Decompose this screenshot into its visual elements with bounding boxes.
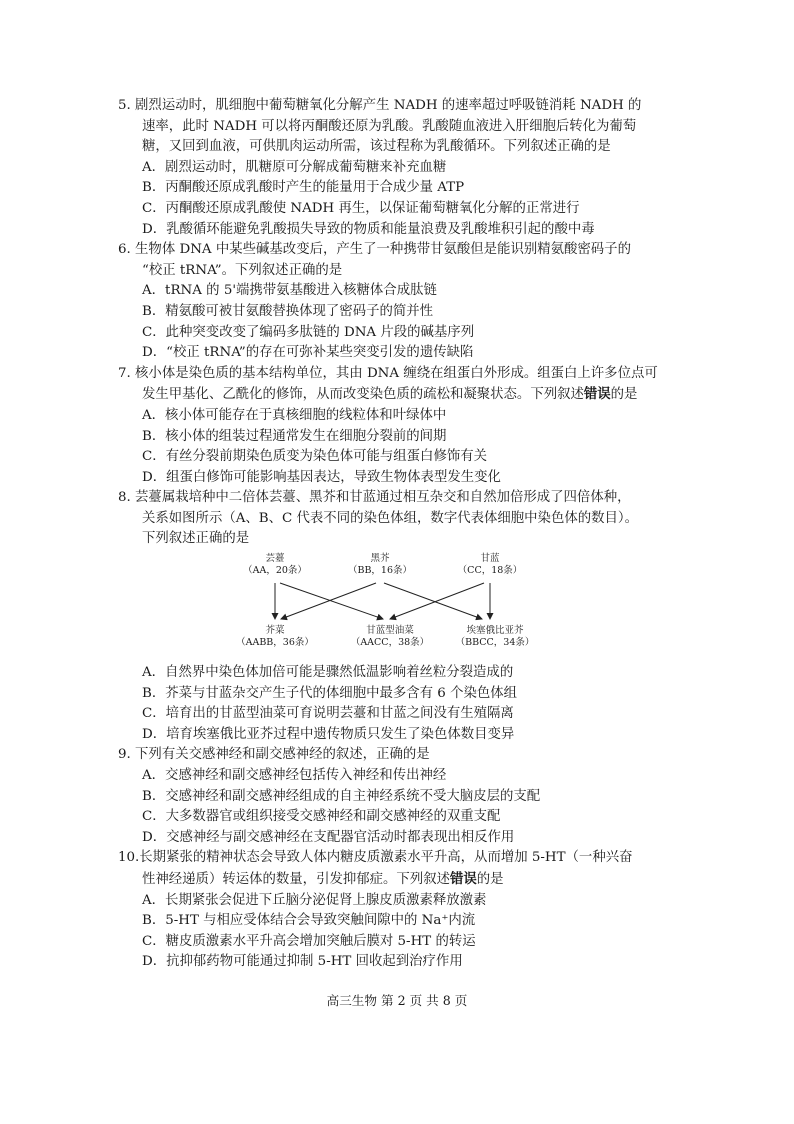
node-detail: （CC，18条）	[457, 565, 523, 577]
option-d: D．乳酸循环能避免乳酸损失导致的物质和能量浪费及乳酸堆积引起的酸中毒	[142, 221, 595, 237]
page-footer: 高三生物 第 2 页 共 8 页	[326, 993, 468, 1008]
option-d: D．组蛋白修饰可能影响基因表达，导致生物体表型发生变化	[142, 469, 501, 485]
node-ganlan	[450, 553, 530, 577]
node-name: 埃塞俄比亚芥	[466, 625, 524, 637]
question-number: 9.	[118, 747, 131, 763]
node-detail: （BBCC，34条）	[455, 637, 535, 649]
stem-text: 的是	[476, 872, 504, 887]
option-b: B．5-HT 与相应受体结合会导致突触间隙中的 Na⁺内流	[142, 913, 476, 929]
option-d: D．抗抑郁药物可能通过抑制 5-HT 回收起到治疗作用	[142, 954, 463, 970]
option-d: D．交感神经与副交感神经在支配器官活动时都表现出相反作用	[142, 829, 515, 845]
option-a: A．交感神经和副交感神经包括传入神经和传出神经	[142, 768, 447, 784]
brassica-relationship-diagram	[118, 553, 678, 655]
option-c: C．培育出的甘蓝型油菜可育说明芸薹和甘蓝之间没有生殖隔离	[142, 706, 514, 722]
question-5	[118, 96, 678, 240]
option-b: B．丙酮酸还原成乳酸时产生的能量用于合成少量 ATP	[142, 180, 465, 196]
node-name: 黑芥	[370, 553, 390, 565]
question-stem-line: 下列叙述正确的是	[142, 531, 250, 547]
node-detail: （AA，20条）	[243, 565, 307, 577]
question-stem-line: 核小体是染色质的基本结构单位，其由 DNA 缠绕在组蛋白外形成。组蛋白上许多位点可	[135, 365, 658, 381]
question-number: 7.	[118, 365, 131, 381]
node-name: 甘蓝型油菜	[366, 625, 414, 637]
node-name: 芥菜	[265, 625, 285, 637]
option-d: D．培育埃塞俄比亚芥过程中遗传物质只发生了染色体数目变异	[142, 726, 515, 742]
node-detail: （AACC，38条）	[350, 637, 430, 649]
question-stem-line: 速率，此时 NADH 可以将丙酮酸还原为乳酸。乳酸随血液进入肝细胞后转化为葡萄	[142, 118, 637, 134]
question-stem-line: 下列有关交感神经和副交感神经的叙述，正确的是	[135, 747, 430, 763]
option-b: B．交感神经和副交感神经组成的自主神经系统不受大脑皮层的支配	[142, 788, 541, 804]
option-a: A．tRNA 的 5'端携带氨基酸进入核糖体合成肽链	[142, 283, 437, 299]
option-a: A．剧烈运动时，肌糖原可分解成葡萄糖来补充血糖	[142, 159, 447, 175]
option-c: C．有丝分裂前期染色质变为染色体可能与组蛋白修饰有关	[142, 449, 488, 465]
node-ganlanxing-youcai	[340, 625, 440, 649]
emphasis-wrong: 错误	[449, 871, 477, 887]
question-number: 6.	[118, 242, 131, 258]
option-a: A．自然界中染色体加倍可能是骤然低温影响着丝粒分裂造成的	[142, 665, 514, 681]
node-detail: （AABB，36条）	[236, 637, 314, 649]
option-c: C．糖皮质激素水平升高会增加突触后膜对 5-HT 的转运	[142, 933, 476, 949]
question-8	[118, 488, 678, 745]
node-yuntai	[235, 553, 315, 577]
question-10	[118, 848, 678, 973]
option-b: B．芥菜与甘蓝杂交产生子代的体细胞中最多含有 6 个染色体组	[142, 685, 518, 701]
question-number: 8.	[118, 490, 131, 506]
stem-text: 发生甲基化、乙酰化的修饰，从而改变染色质的疏松和凝聚状态。下列叙述	[142, 387, 584, 403]
stem-text: 的是	[610, 387, 638, 403]
option-b: B．核小体的组装过程通常发生在细胞分裂前的间期	[142, 428, 447, 444]
question-stem-line	[118, 384, 678, 406]
question-stem-line	[118, 869, 678, 891]
question-number: 10.	[118, 850, 140, 866]
stem-text: 性神经递质）转运体的数量，引发抑郁症。下列叙述	[142, 872, 450, 887]
option-a: A．长期紧张会促进下丘脑分泌促肾上腺皮质激素释放激素	[142, 892, 487, 908]
arrow-heijie-to-aisai	[384, 583, 482, 619]
node-name: 芸薹	[265, 553, 285, 565]
question-stem-line: 剧烈运动时，肌细胞中葡萄糖氧化分解产生 NADH 的速率超过呼吸链消耗 NADH 的	[135, 98, 642, 113]
option-c: C．丙酮酸还原成乳酸使 NADH 再生，以保证葡萄糖氧化分解的正常进行	[142, 200, 580, 216]
node-jiecai	[230, 625, 320, 649]
option-d: D．“校正 tRNA”的存在可弥补某些突变引发的遗传缺陷	[142, 345, 474, 361]
question-stem-line: “校正 tRNA”。下列叙述正确的是	[142, 262, 343, 278]
question-stem-line: 长期紧张的精神状态会导致人体内糖皮质激素水平升高，从而增加 5-HT（一种兴奋	[139, 850, 633, 866]
question-stem-line: 关系如图所示（A、B、C 代表不同的染色体组，数字代表体细胞中染色体的数目）。	[142, 510, 638, 526]
option-a: A．核小体可能存在于真核细胞的线粒体和叶绿体中	[142, 407, 447, 423]
question-6	[118, 240, 678, 364]
arrow-ganlan-to-youcai	[390, 583, 484, 619]
option-c: C．此种突变改变了编码多肽链的 DNA 片段的碱基序列	[142, 324, 475, 340]
question-stem-line: 生物体 DNA 中某些碱基改变后，产生了一种携带甘氨酸但是能识别精氨酸密码子的	[135, 242, 631, 258]
node-heijie	[340, 553, 420, 577]
question-9	[118, 745, 678, 848]
option-b: B．精氨酸可被甘氨酸替换体现了密码子的简并性	[142, 303, 434, 319]
question-number: 5.	[118, 98, 131, 113]
exam-page-content	[118, 96, 678, 973]
question-7	[118, 364, 678, 489]
node-aisai-ebiyajie	[445, 625, 545, 649]
emphasis-wrong: 错误	[583, 386, 611, 403]
node-name: 甘蓝	[480, 553, 500, 565]
question-stem-line: 糖，又回到血液，可供肌肉运动所需，该过程称为乳酸循环。下列叙述正确的是	[142, 139, 611, 155]
node-detail: （BB，16条）	[347, 565, 413, 577]
option-c: C．大多数器官或组织接受交感神经和副交感神经的双重支配	[142, 809, 501, 825]
question-stem-line: 芸薹属栽培种中二倍体芸薹、黑芥和甘蓝通过相互杂交和自然加倍形成了四倍体种，	[135, 490, 631, 506]
